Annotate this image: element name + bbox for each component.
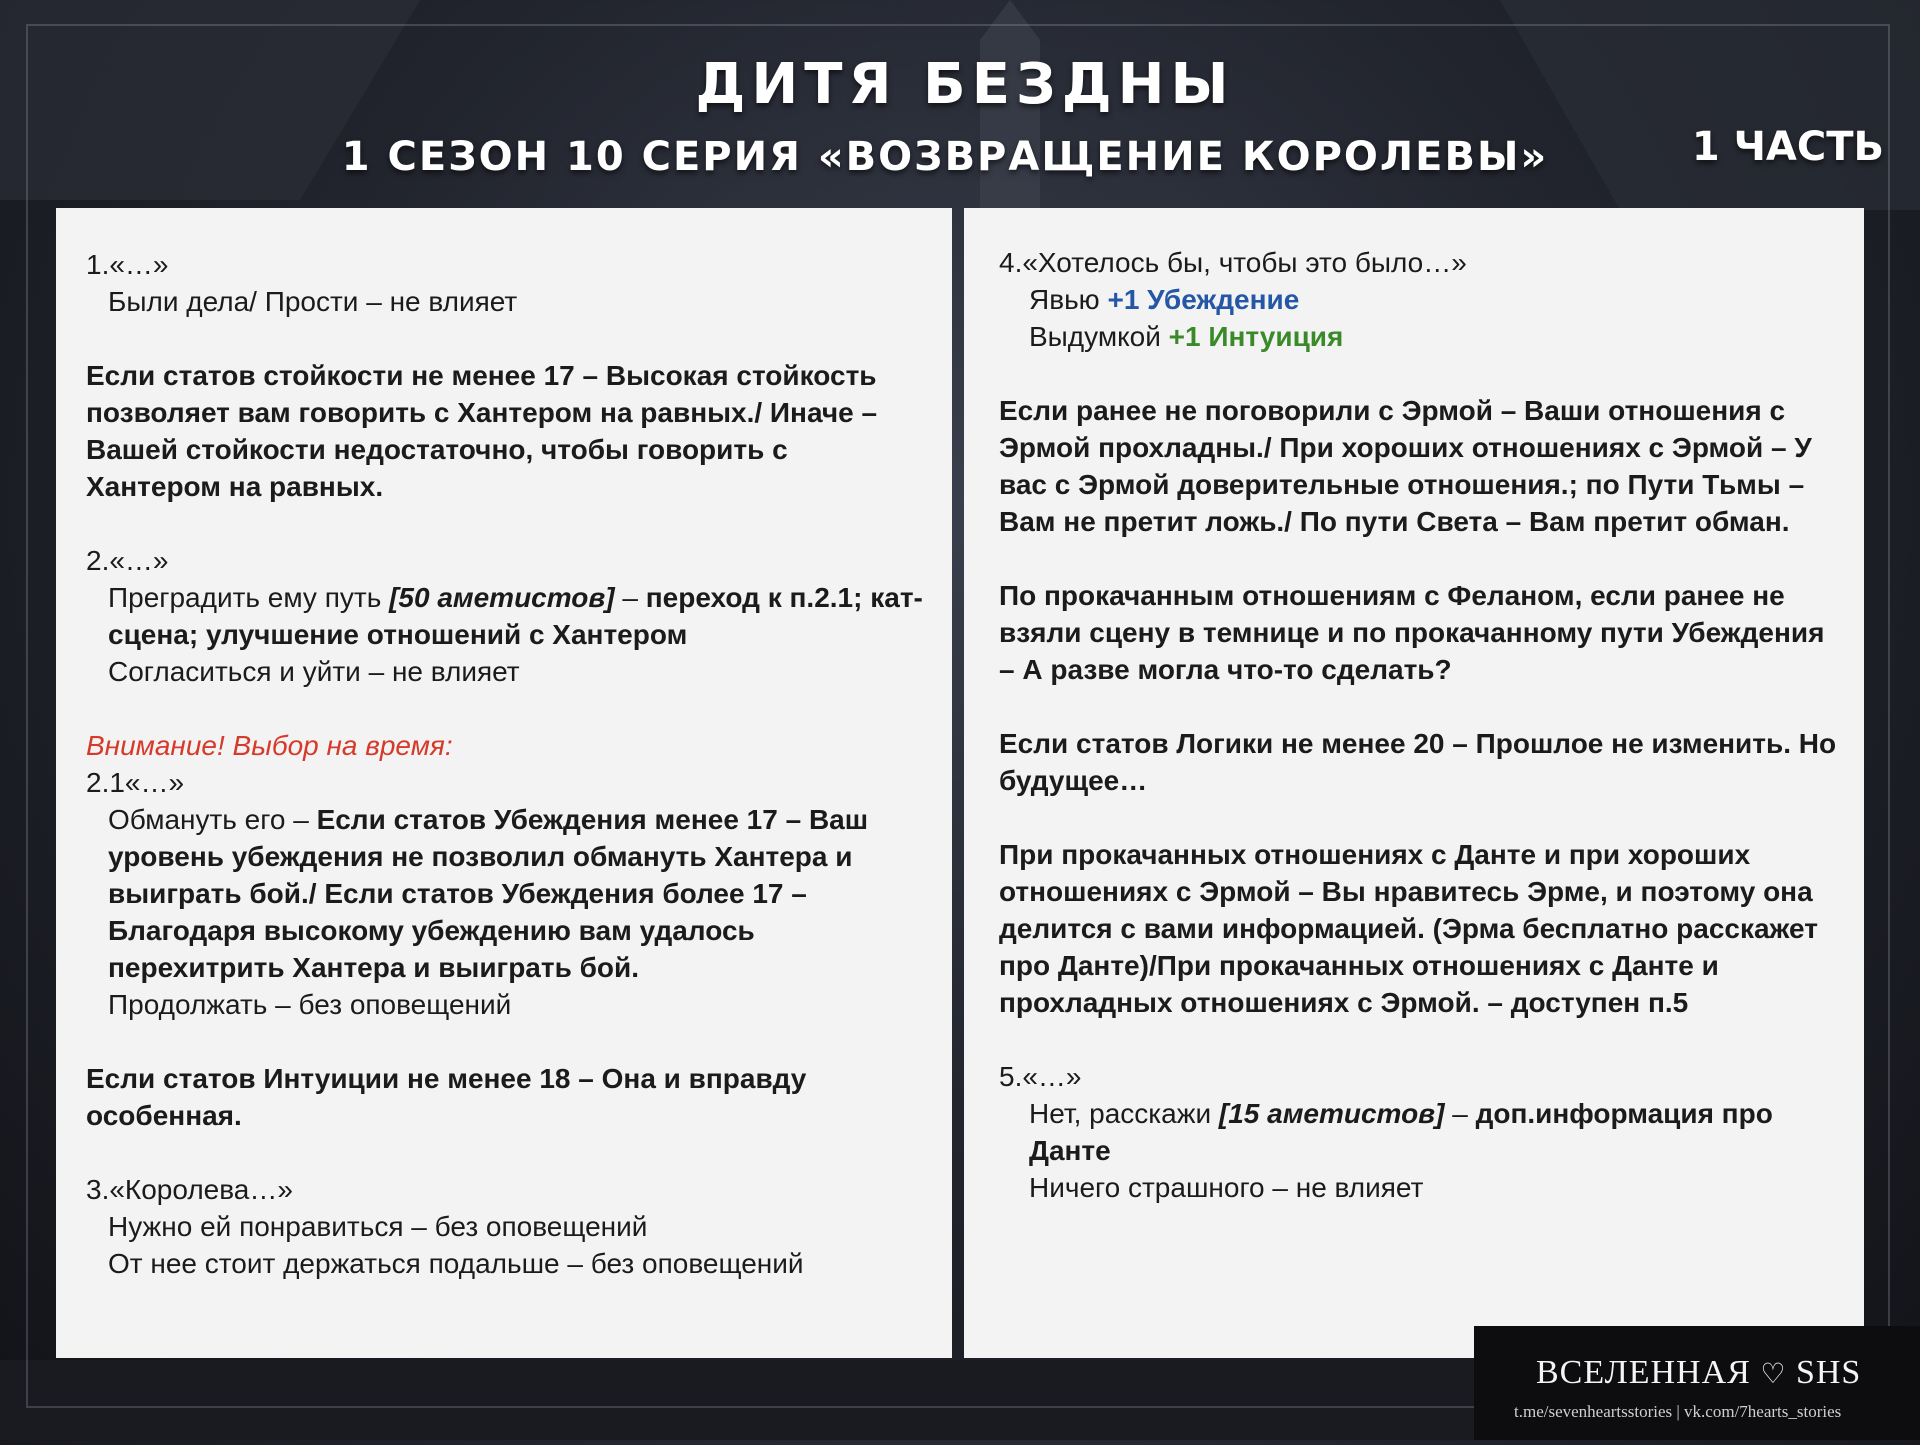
- timed-choice-warning: Внимание! Выбор на время:: [86, 730, 453, 761]
- intuition-note: Если статов Интуиции не менее 18 – Она и вправду особенная.: [86, 1063, 807, 1131]
- persuasion-bonus: +1 Убеждение: [1107, 284, 1300, 315]
- question-5-option-1: [999, 1095, 1844, 1169]
- question-1-title: 1.«…»: [86, 249, 169, 280]
- page-title: ДИТЯ БЕЗДНЫ: [695, 52, 1235, 117]
- brand-links: t.me/sevenheartsstories | vk.com/7hearts_stories: [1514, 1402, 1842, 1421]
- option-result: Если статов Убеждения менее 17 – Ваш уровень убеждения не позволил обмануть Хантера и выиграть бой./ Если статов Убеждения более 17 – Благодаря высокому убеждению вам удалось перехитрить Хантера и выиграть бой.: [108, 804, 869, 983]
- question-4-option-1: [999, 281, 1844, 318]
- question-3-option-1: Нужно ей понравиться – без оповещений: [108, 1211, 648, 1242]
- left-panel: [56, 208, 952, 1358]
- question-2-1-option-1: [86, 801, 924, 986]
- question-1-option-1: Были дела/ Прости – не влияет: [108, 286, 518, 317]
- dash: –: [1444, 1098, 1476, 1129]
- question-5-title: 5.«…»: [999, 1061, 1082, 1092]
- brand-watermark: [1474, 1326, 1920, 1440]
- dante-note: При прокачанных отношениях с Данте и при хороших отношениях с Эрмой – Вы нравитесь Эрме, и поэтому она делится с вами информацией. (Эрма бесплатно расскажет про Данте)/При прокачанных отношениях с Данте и прохладных отношениях с Эрмой. – доступен п.5: [999, 839, 1818, 1018]
- question-2-1-title: 2.1«…»: [86, 767, 185, 798]
- brand-name-part: SHS: [1786, 1354, 1862, 1391]
- intuition-bonus: +1 Интуиция: [1168, 321, 1344, 352]
- question-2-option-1: [86, 579, 924, 653]
- question-4-title: 4.«Хотелось бы, чтобы это было…»: [999, 247, 1467, 278]
- brand-name: [1536, 1354, 1861, 1392]
- price-tag: [15 аметистов]: [1218, 1098, 1445, 1129]
- question-5-option-2: Ничего страшного – не влияет: [1029, 1172, 1424, 1203]
- dash: –: [614, 582, 646, 613]
- option-text: Нет, расскажи: [1029, 1098, 1219, 1129]
- question-4-option-2: [999, 318, 1844, 355]
- erma-note: Если ранее не поговорили с Эрмой – Ваши отношения с Эрмой прохладны./ При хороших отношениях с Эрмой – У вас с Эрмой доверительные отношения.; по Пути Тьмы – Вам не претит ложь./ По пути Света – Вам претит обман.: [999, 395, 1812, 537]
- option-text: Обмануть его –: [108, 804, 317, 835]
- question-3-title: 3.«Королева…»: [86, 1174, 293, 1205]
- right-panel: [964, 208, 1864, 1358]
- option-text: Преградить ему путь: [108, 582, 390, 613]
- option-text: Выдумкой: [1029, 321, 1169, 352]
- price-tag: [50 аметистов]: [389, 582, 615, 613]
- question-3-option-2: От нее стоит держаться подальше – без оповещений: [108, 1248, 804, 1279]
- option-result: доп.информация про Данте: [1029, 1098, 1773, 1166]
- brand-name-part: ВСЕЛЕННАЯ: [1536, 1354, 1761, 1391]
- question-2-option-2: Согласиться и уйти – не влияет: [108, 656, 520, 687]
- stamina-note: Если статов стойкости не менее 17 – Высокая стойкость позволяет вам говорить с Хантером на равных./ Иначе – Вашей стойкости недостаточно, чтобы говорить с Хантером на равных.: [86, 360, 878, 502]
- felan-note: По прокачанным отношениям с Феланом, если ранее не взяли сцену в темнице и по прокачанному пути Убеждения – А разве могла что-то сделать?: [999, 580, 1825, 685]
- heart-icon: ♡: [1760, 1359, 1787, 1390]
- part-label: 1 ЧАСТЬ: [1691, 124, 1884, 170]
- question-2-1-option-2: Продолжать – без оповещений: [108, 989, 512, 1020]
- option-result: переход к п.2.1; кат-сцена; улучшение отношений с Хантером: [108, 582, 923, 650]
- option-text: Явью: [1029, 284, 1108, 315]
- question-2-title: 2.«…»: [86, 545, 169, 576]
- logic-note: Если статов Логики не менее 20 – Прошлое не изменить. Но будущее…: [999, 728, 1837, 796]
- episode-subtitle: 1 СЕЗОН 10 СЕРИЯ «ВОЗВРАЩЕНИЕ КОРОЛЕВЫ»: [341, 134, 1549, 180]
